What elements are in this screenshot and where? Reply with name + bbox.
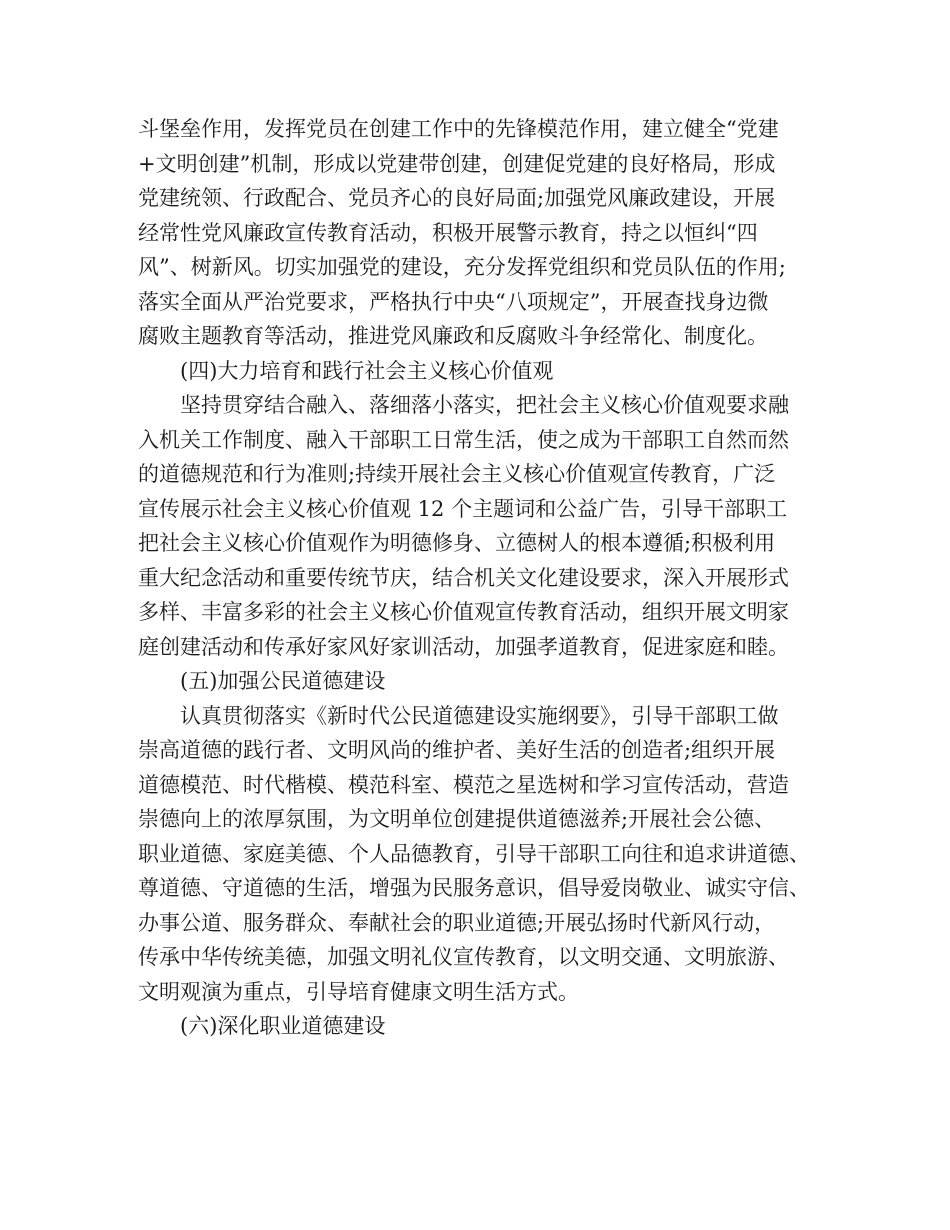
body-line: 崇高道德的践行者、文明风尚的维护者、美好生活的创造者;组织开展 — [138, 738, 776, 762]
body-line: +文明创建”机制，形成以党建带创建，创建促党建的良好格局，形成 — [138, 151, 776, 176]
body-line: 把社会主义核心价值观作为明德修身、立德树人的根本遵循;积极利用 — [138, 531, 776, 555]
body-line: 道德模范、时代楷模、模范科室、模范之星选树和学习宣传活动，营造 — [138, 772, 789, 797]
section-heading: (六)深化职业道德建设 — [180, 1014, 386, 1038]
body-line: 腐败主题教育等活动，推进党风廉政和反腐败斗争经常化、制度化。 — [138, 324, 768, 348]
body-line: 职业道德、家庭美德、个人品德教育，引导干部职工向往和追求讲道德、 — [138, 841, 810, 866]
body-line: 尊道德、守道德的生活，增强为民服务意识，倡导爱岗敬业、诚实守信、 — [138, 876, 810, 900]
paragraph-first-line: 认真贯彻落实《新时代公民道德建设实施纲要》，引导干部职工做 — [180, 703, 779, 728]
paragraph-first-line: 坚持贯穿结合融入、落细落小落实，把社会主义核心价值观要求融 — [180, 393, 789, 417]
section-heading: (五)加强公民道德建设 — [180, 669, 386, 693]
body-line: 崇德向上的浓厚氛围，为文明单位创建提供道德滋养;开展社会公德、 — [138, 807, 776, 831]
body-line: 重大纪念活动和重要传统节庆，结合机关文化建设要求，深入开展形式 — [138, 565, 789, 590]
body-line: 办事公道、服务群众、奉献社会的职业道德;开展弘扬时代新风行动， — [138, 910, 776, 935]
body-line: 传承中华传统美德，加强文明礼仪宣传教育，以文明交通、文明旅游、 — [138, 945, 789, 969]
body-line: 庭创建活动和传承好家风好家训活动，加强孝道教育，促进家庭和睦。 — [138, 634, 789, 659]
body-line: 落实全面从严治党要求，严格执行中央“八项规定”，开展查找身边微 — [138, 289, 769, 314]
document-body — [138, 112, 838, 1044]
body-line: 党建统领、行政配合、党员齐心的良好局面;加强党风廉政建设，开展 — [138, 186, 776, 210]
body-line: 宣传展示社会主义核心价值观 12 个主题词和公益广告，引导干部职工 — [138, 496, 788, 521]
body-line: 入机关工作制度、融入干部职工日常生活，使之成为干部职工自然而然 — [138, 427, 789, 452]
body-line: 文明观演为重点，引导培育健康文明生活方式。 — [138, 979, 579, 1004]
body-line: 风”、树新风。切实加强党的建设，充分发挥党组织和党员队伍的作用; — [138, 255, 786, 279]
body-line: 的道德规范和行为准则;持续开展社会主义核心价值观宣传教育，广泛 — [138, 462, 776, 486]
section-heading: (四)大力培育和践行社会主义核心价值观 — [180, 358, 554, 383]
body-line: 斗堡垒作用，发挥党员在创建工作中的先锋模范作用，建立健全“党建 — [138, 117, 779, 141]
body-line: 经常性党风廉政宣传教育活动，积极开展警示教育，持之以恒纠“四 — [138, 220, 758, 245]
body-line: 多样、丰富多彩的社会主义核心价值观宣传教育活动，组织开展文明家 — [138, 600, 789, 624]
